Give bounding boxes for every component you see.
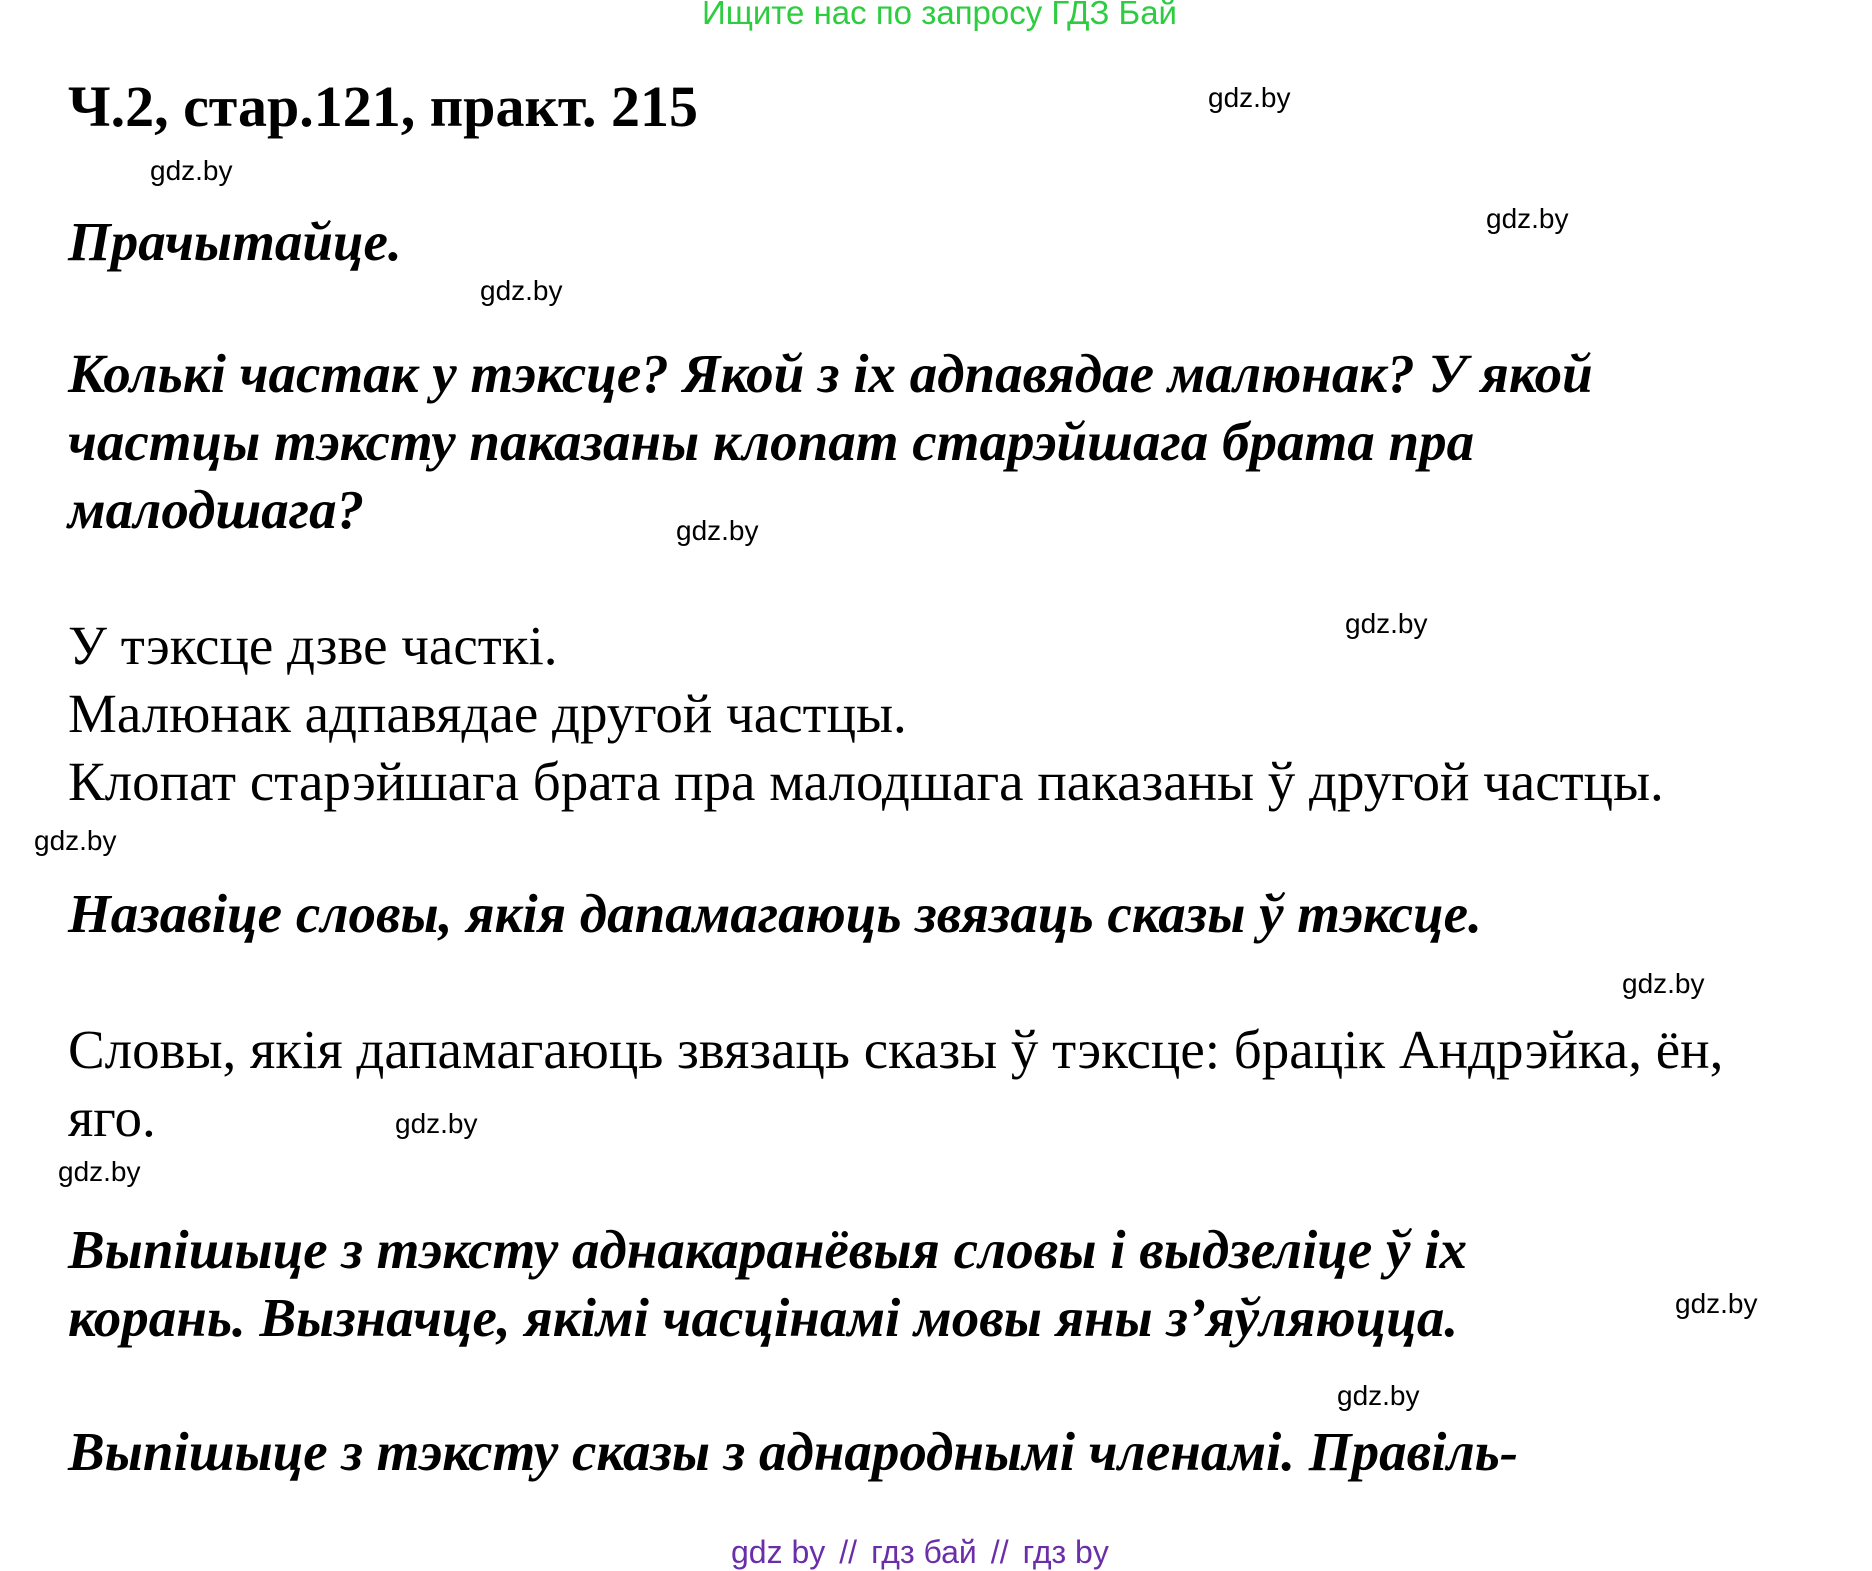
task-question-3: [68, 1216, 1467, 1352]
watermark: gdz.by: [34, 825, 117, 856]
watermark: gdz.by: [1337, 1380, 1420, 1411]
footer-separator: //: [839, 1534, 858, 1570]
answer-line: Словы, якія дапамагаюць звязаць сказы ў тэксце: брацік Андрэйка, ён,: [68, 1019, 1724, 1080]
task-read: Прачытайце.: [68, 211, 402, 272]
task-question-4: Выпішыце з тэксту сказы з аднароднымі членамі. Правіль-: [68, 1421, 1519, 1482]
answer-line: У тэксце дзве часткі.: [68, 615, 558, 676]
footer-separator: //: [990, 1534, 1009, 1570]
footer-link[interactable]: гдз бай: [871, 1534, 977, 1570]
task-line: Выпішыце з тэксту аднакаранёвыя словы і выдзеліце ў іх: [68, 1219, 1467, 1280]
task-line: малодшага?: [68, 479, 365, 540]
watermark: gdz.by: [676, 515, 759, 546]
answer-line: Малюнак адпавядае другой частцы.: [68, 683, 907, 744]
answer-line: яго.: [68, 1087, 156, 1148]
answer-1: [68, 612, 1664, 816]
watermark: gdz.by: [1345, 608, 1428, 639]
footer-link[interactable]: gdz by: [731, 1534, 826, 1570]
watermark: gdz.by: [150, 155, 233, 186]
answer-2: [68, 1016, 1723, 1152]
watermark: gdz.by: [1675, 1288, 1758, 1319]
task-line: Колькі частак у тэксце? Якой з іх адпавядае малюнак? У якой: [68, 343, 1593, 404]
footer-links: [731, 1534, 1109, 1571]
search-banner: Ищите нас по запросу ГДЗ Бай: [702, 0, 1177, 31]
page-title: Ч.2, стар.121, практ. 215: [68, 74, 698, 139]
watermark: gdz.by: [1208, 82, 1291, 113]
watermark: gdz.by: [395, 1108, 478, 1139]
task-question-2: Назавіце словы, якія дапамагаюць звязаць сказы ў тэксце.: [68, 883, 1482, 944]
footer-link[interactable]: гдз by: [1022, 1534, 1109, 1570]
answer-line: Клопат старэйшага брата пра малодшага паказаны ў другой частцы.: [68, 751, 1664, 812]
task-question-1: [68, 340, 1593, 544]
watermark: gdz.by: [1486, 203, 1569, 234]
watermark: gdz.by: [480, 275, 563, 306]
task-line: корань. Вызначце, якімі часцінамі мовы яны з’яўляюцца.: [68, 1287, 1459, 1348]
task-line: частцы тэксту паказаны клопат старэйшага брата пра: [68, 411, 1475, 472]
watermark: gdz.by: [58, 1156, 141, 1187]
watermark: gdz.by: [1622, 968, 1705, 999]
